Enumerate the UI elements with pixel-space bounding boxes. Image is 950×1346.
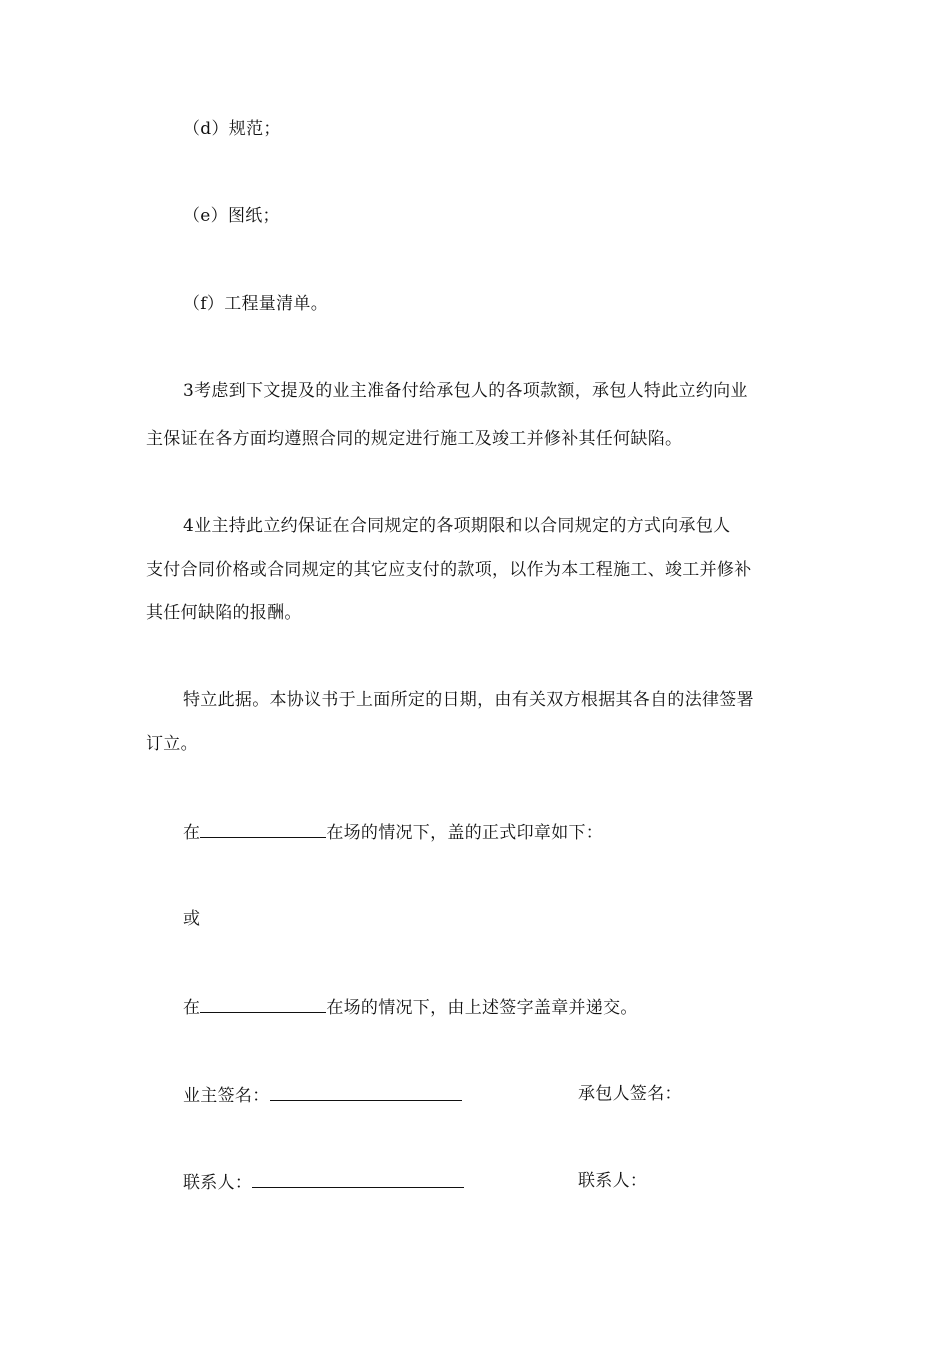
- seal-prefix: 在: [183, 823, 201, 843]
- closing-line-2: 订立。: [146, 734, 198, 754]
- owner-contact-blank[interactable]: [252, 1169, 464, 1188]
- or-text: 或: [183, 909, 201, 929]
- item-e-drawings: （e）图纸；: [183, 206, 280, 226]
- item-d-specifications: （d）规范；: [183, 119, 281, 139]
- contractor-signature-label: 承包人签名：: [578, 1084, 682, 1104]
- seal-witness-blank[interactable]: [200, 819, 326, 838]
- clause-4-line-2: 支付合同价格或合同规定的其它应支付的款项，以作为本工程施工、竣工并修补: [146, 560, 752, 580]
- clause-4-line-3: 其任何缺陷的报酬。: [146, 603, 302, 623]
- clause-3-line-2: 主保证在各方面均遵照合同的规定进行施工及竣工并修补其任何缺陷。: [146, 429, 683, 449]
- owner-signature-label: 业主签名：: [183, 1086, 270, 1106]
- owner-contact-row: [183, 1169, 464, 1195]
- seal-suffix: 在场的情况下，盖的正式印章如下：: [326, 823, 604, 843]
- owner-signature-row: [183, 1082, 462, 1108]
- sign-clause: [183, 994, 638, 1020]
- sign-suffix: 在场的情况下，由上述签字盖章并递交。: [326, 998, 638, 1018]
- contractor-contact-label: 联系人：: [578, 1171, 648, 1191]
- clause-4-line-1: 4业主持此立约保证在合同规定的各项期限和以合同规定的方式向承包人: [183, 516, 731, 536]
- clause-3-line-1: 3考虑到下文提及的业主准备付给承包人的各项款额，承包人特此立约向业: [183, 381, 748, 401]
- owner-contact-label: 联系人：: [183, 1173, 253, 1193]
- sign-witness-blank[interactable]: [200, 994, 326, 1013]
- item-f-bill-of-quantities: （f）工程量清单。: [183, 294, 328, 314]
- owner-signature-blank[interactable]: [270, 1082, 462, 1101]
- sign-prefix: 在: [183, 998, 201, 1018]
- seal-clause: [183, 819, 603, 845]
- closing-line-1: 特立此据。本协议书于上面所定的日期，由有关双方根据其各自的法律签署: [183, 690, 754, 710]
